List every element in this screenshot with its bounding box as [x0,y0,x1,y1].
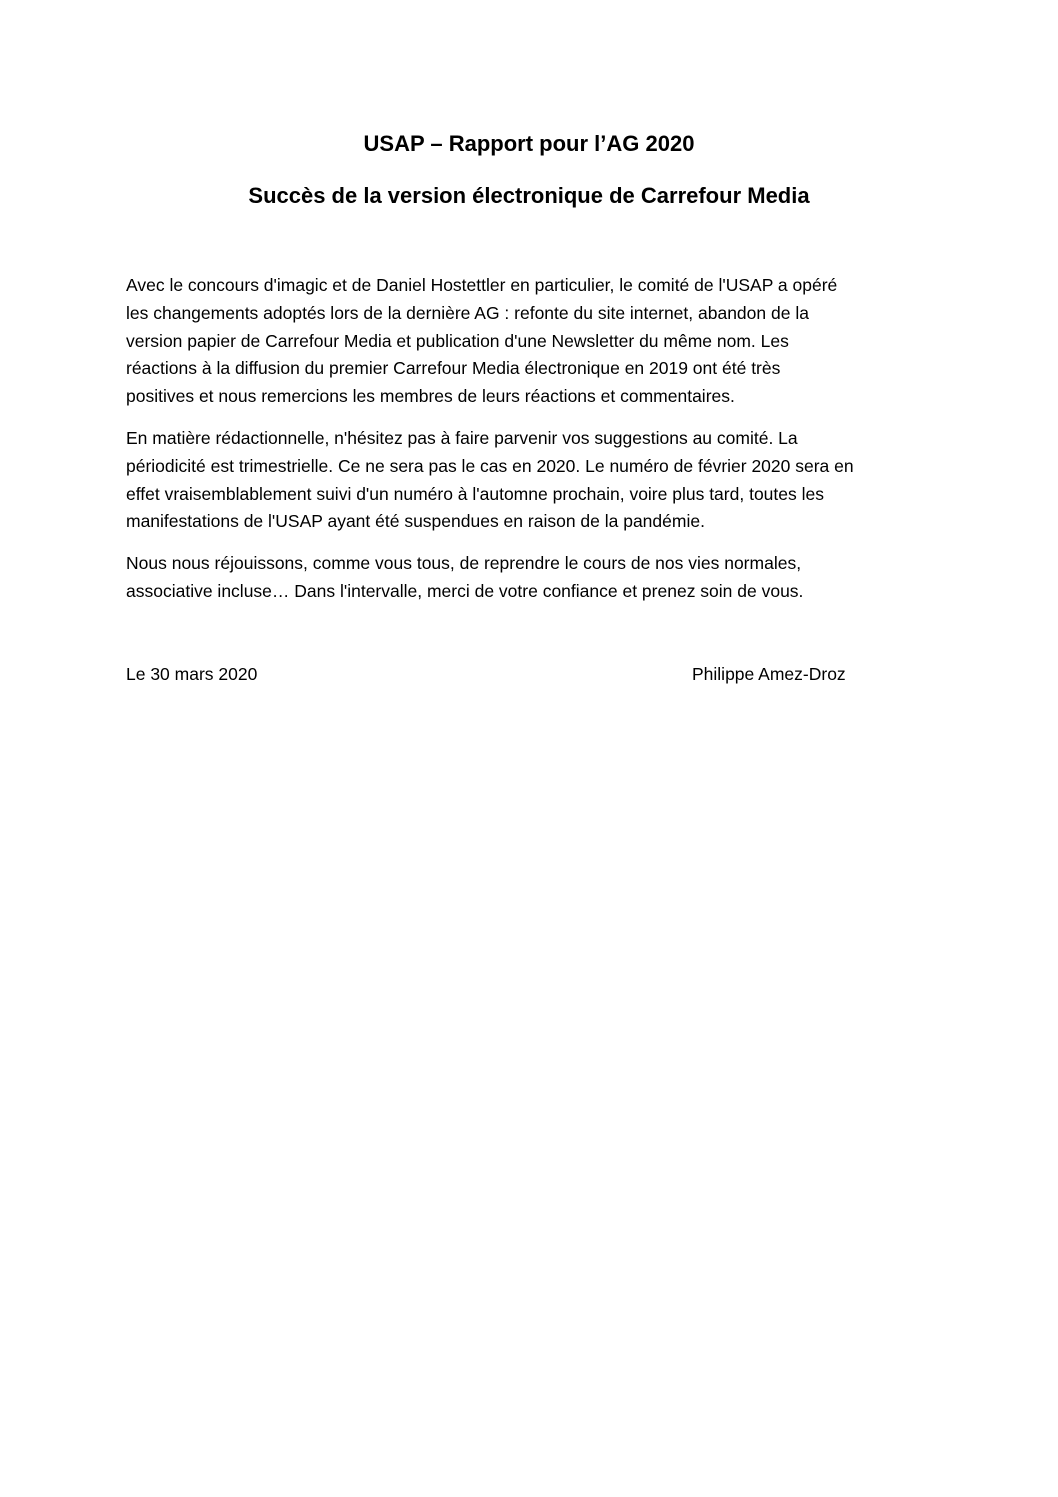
paragraph-line: associative incluse… Dans l'intervalle, merci de votre confiance et prenez soin de vous. [126,580,804,601]
paragraph-line: En matière rédactionnelle, n'hésitez pas à faire parvenir vos suggestions au comité. La [126,427,798,448]
document-subtitle: Succès de la version électronique de Carrefour Media [248,183,810,208]
paragraph-line: périodicité est trimestrielle. Ce ne sera pas le cas en 2020. Le numéro de février 2020 sera en [126,455,854,476]
paragraph [126,425,926,536]
paragraph [126,272,926,411]
document-title: USAP – Rapport pour l’AG 2020 [363,131,695,156]
document-body [126,272,926,620]
paragraph-line: réactions à la diffusion du premier Carrefour Media électronique en 2019 ont été très [126,358,781,379]
document-date: Le 30 mars 2020 [126,664,258,684]
document-signature: Philippe Amez-Droz [692,664,846,684]
paragraph-line: version papier de Carrefour Media et publication d'une Newsletter du même nom. Les [126,330,789,351]
paragraph-line: manifestations de l'USAP ayant été suspendues en raison de la pandémie. [126,511,705,532]
paragraph-line: positives et nous remercions les membres de leurs réactions et commentaires. [126,386,735,407]
paragraph [126,550,926,606]
paragraph-line: Nous nous réjouissons, comme vous tous, de reprendre le cours de nos vies normales, [126,553,802,574]
paragraph-line: les changements adoptés lors de la dernière AG : refonte du site internet, abandon de la [126,302,809,323]
paragraph-line: effet vraisemblablement suivi d'un numéro à l'automne prochain, voire plus tard, toutes les [126,483,824,504]
paragraph-line: Avec le concours d'imagic et de Daniel Hostettler en particulier, le comité de l'USAP a opéré [126,275,838,295]
